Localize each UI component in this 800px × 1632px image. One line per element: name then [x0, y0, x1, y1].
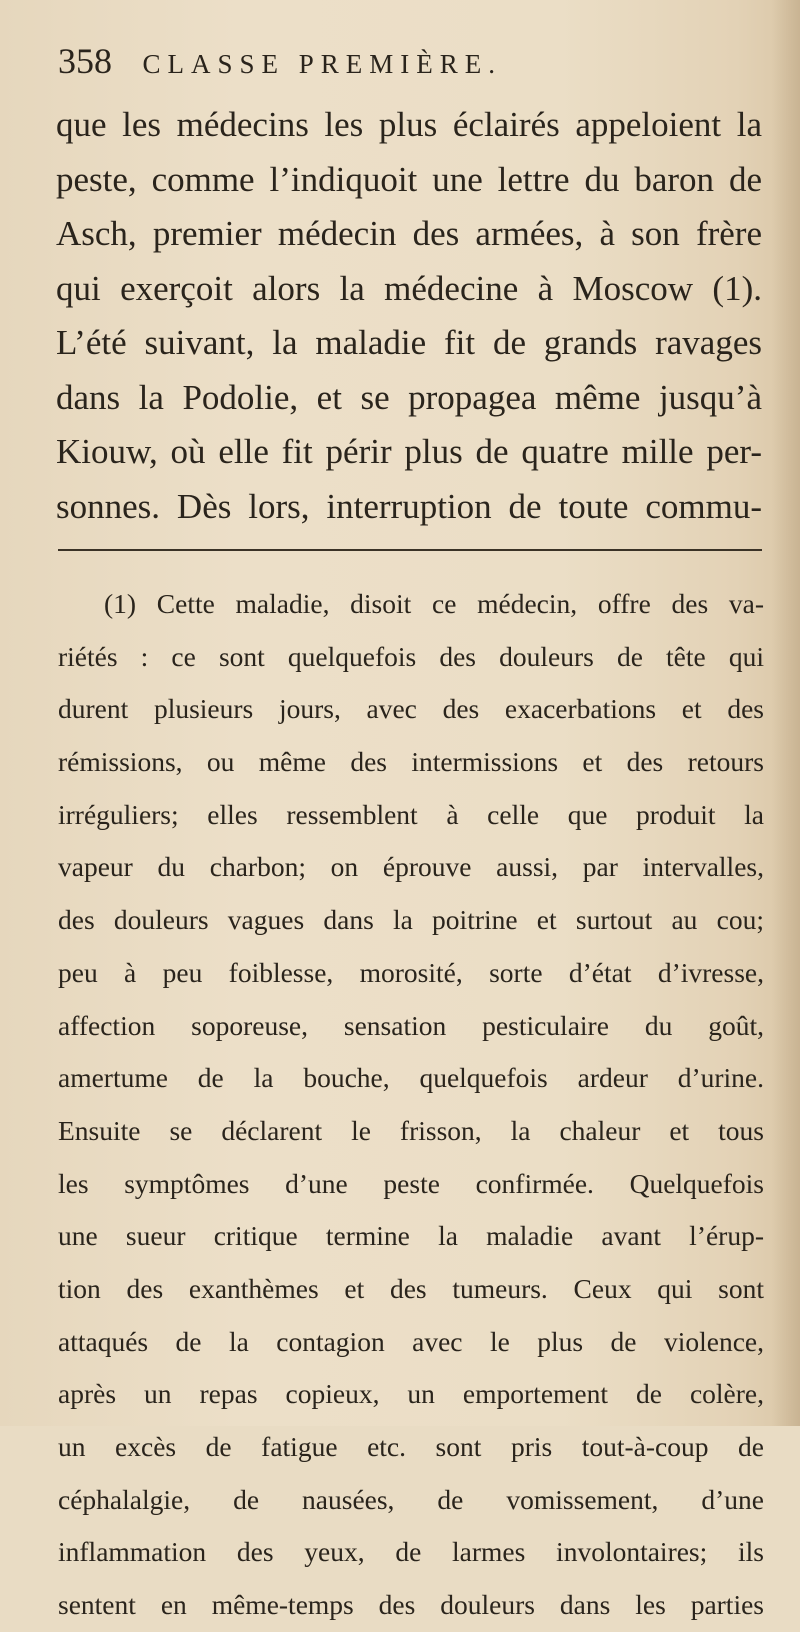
- footnote-line: irréguliers; elles ressemblent à celle que produit la: [58, 798, 764, 830]
- footnote: [58, 578, 764, 1632]
- body-line: L’été suivant, la maladie fit de grands ravages: [56, 323, 762, 362]
- footnote-divider: [58, 549, 762, 551]
- footnote-line: tion des exanthèmes et des tumeurs. Ceux qui sont: [58, 1272, 764, 1304]
- footnote-line: attaqués de la contagion avec le plus de violence,: [58, 1325, 764, 1357]
- page-edge-shadow: [772, 0, 800, 1426]
- page-number: 358: [58, 41, 112, 81]
- footnote-line: une sueur critique termine la maladie avant l’érup-: [58, 1220, 764, 1252]
- page-header: [58, 40, 502, 82]
- footnote-line: Ensuite se déclarent le frisson, la chaleur et tous: [58, 1114, 764, 1146]
- footnote-line: rémissions, ou même des intermissions et des retours: [58, 746, 764, 778]
- footnote-line: un excès de fatigue etc. sont pris tout-à-coup de: [58, 1431, 764, 1462]
- footnote-line: inflammation des yeux, de larmes involontaires; ils: [58, 1536, 764, 1568]
- footnote-line: des douleurs vagues dans la poitrine et surtout au cou;: [58, 904, 764, 936]
- body-line: qui exerçoit alors la médecine à Moscow (1).: [56, 268, 762, 308]
- footnote-line: (1) Cette maladie, disoit ce médecin, offre des va-: [104, 588, 764, 619]
- running-title: CLASSE PREMIÈRE.: [142, 49, 503, 79]
- body-line: Kiouw, où elle fit périr plus de quatre mille per-: [56, 432, 762, 471]
- footnote-line: amertume de la bouche, quelquefois ardeur d’urine.: [58, 1062, 764, 1094]
- footnote-line: les symptômes d’une peste confirmée. Quelquefois: [58, 1167, 764, 1199]
- footnote-line: vapeur du charbon; on éprouve aussi, par intervalles,: [58, 851, 764, 883]
- footnote-line: durent plusieurs jours, avec des exacerbations et des: [58, 693, 764, 725]
- footnote-line: céphalalgie, de nausées, de vomissement, d’une: [58, 1483, 764, 1515]
- body-line: dans la Podolie, et se propagea même jusqu’à: [56, 377, 762, 417]
- footnote-line: peu à peu foiblesse, morosité, sorte d’état d’ivresse,: [58, 956, 764, 988]
- body-text: [56, 98, 762, 534]
- footnote-line: affection soporeuse, sensation pesticulaire du goût,: [58, 1009, 764, 1041]
- body-line: que les médecins les plus éclairés appeloient la: [56, 105, 762, 144]
- footnote-line: après un repas copieux, un emportement de colère,: [58, 1378, 764, 1410]
- body-line: Asch, premier médecin des armées, à son frère: [56, 214, 762, 253]
- footnote-line: sentent en même-temps des douleurs dans les parties: [58, 1589, 764, 1621]
- body-line: peste, comme l’indiquoit une lettre du baron de: [56, 159, 762, 199]
- footnote-line: riétés : ce sont quelquefois des douleurs de tête qui: [58, 640, 764, 672]
- body-line: sonnes. Dès lors, interruption de toute commu-: [56, 486, 762, 526]
